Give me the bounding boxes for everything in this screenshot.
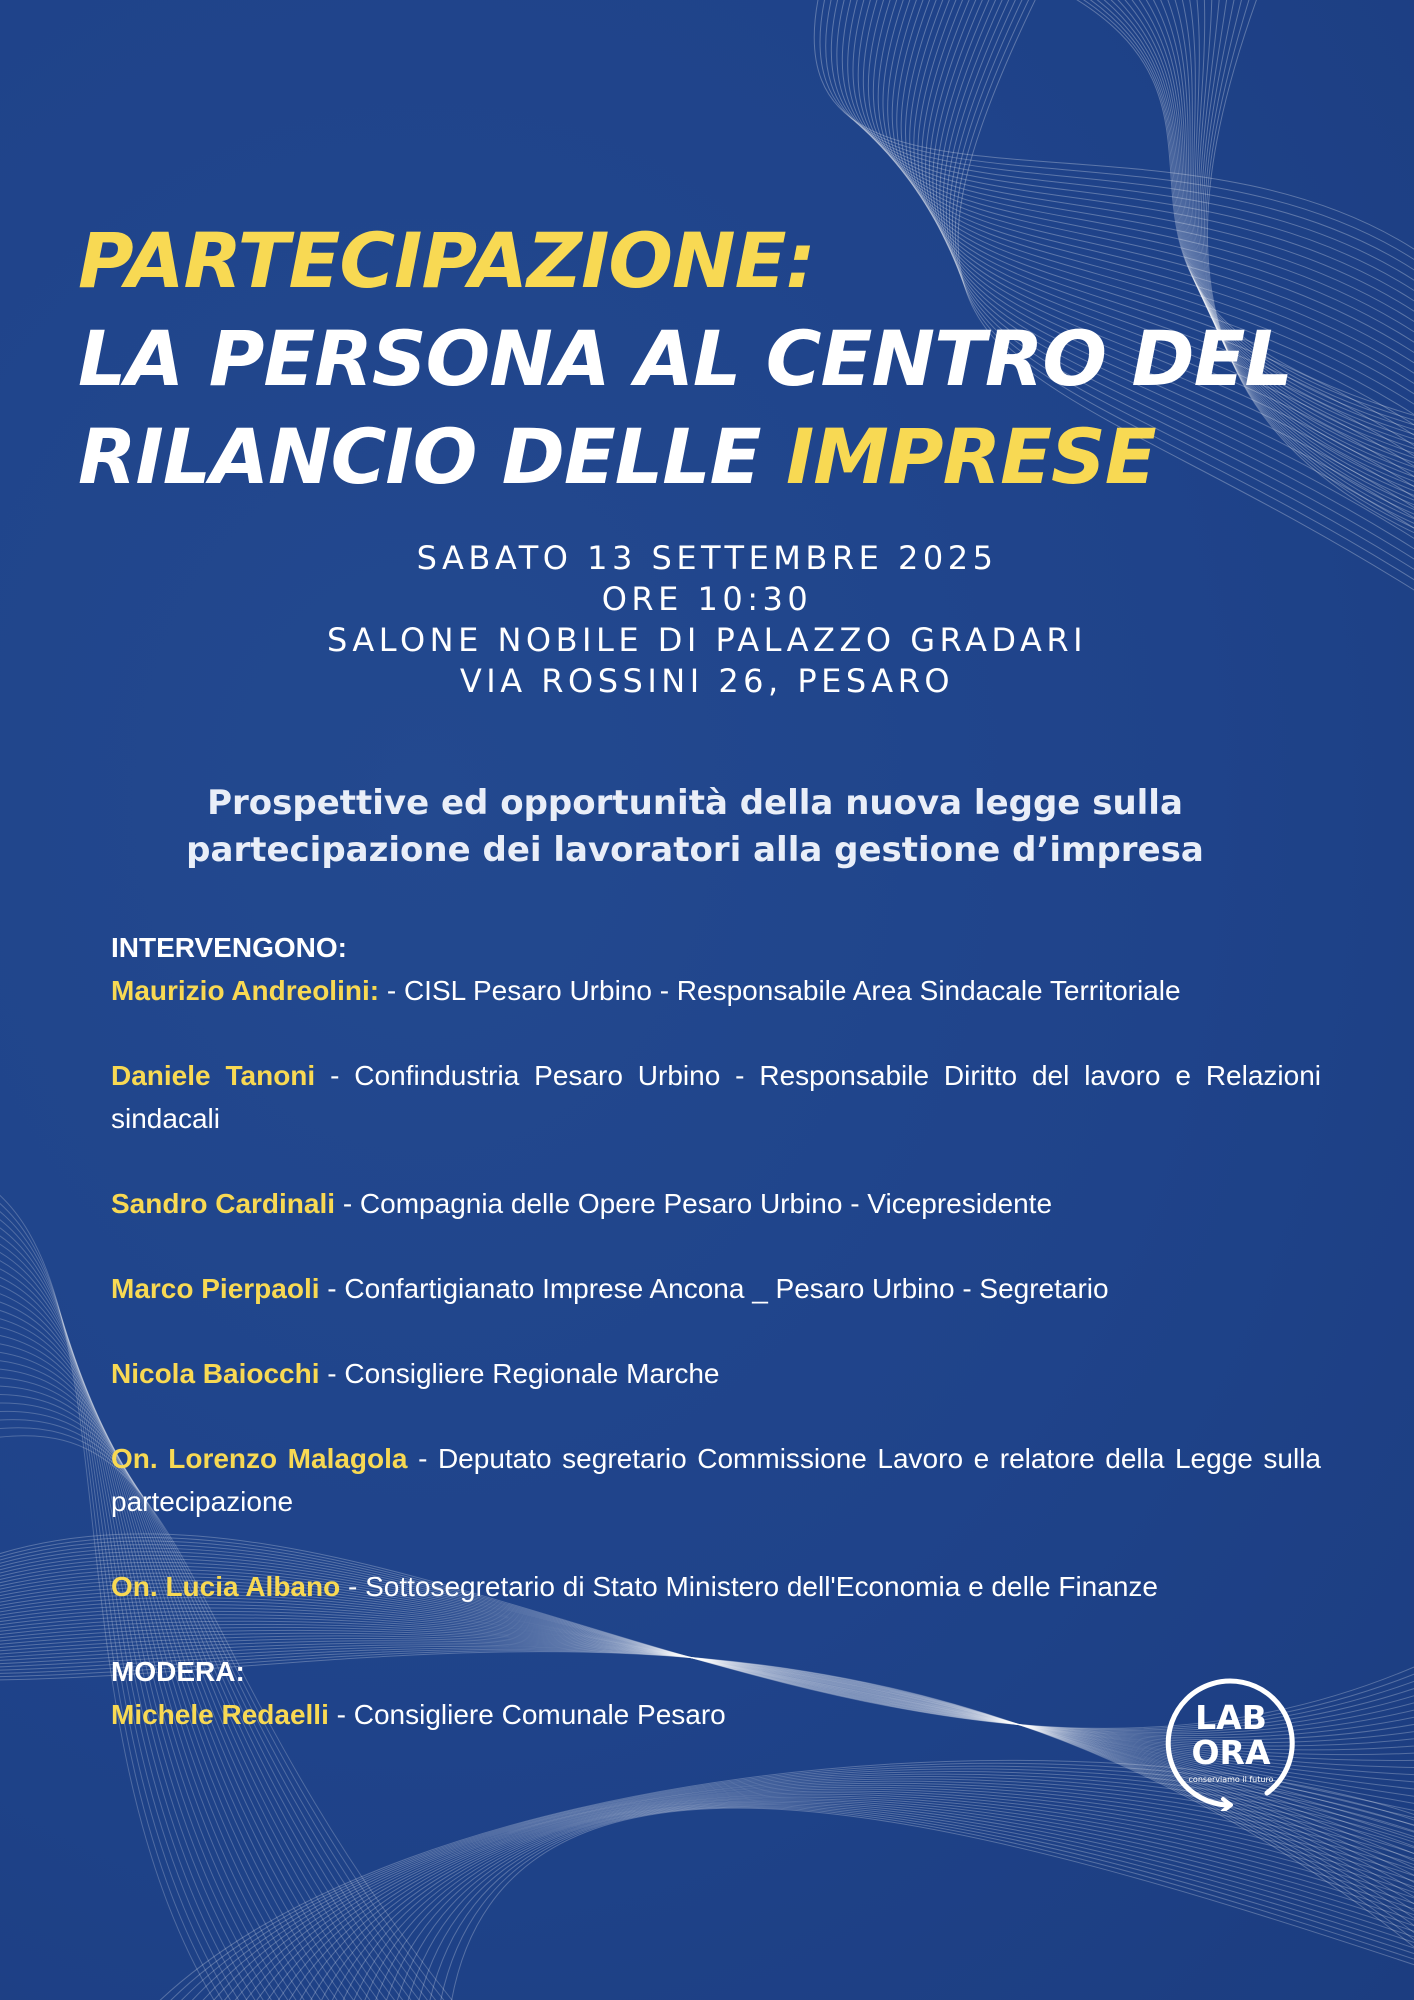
title-line-1: PARTECIPAZIONE: xyxy=(78,216,815,305)
speaker-name: On. Lorenzo Malagola xyxy=(111,1443,408,1474)
speaker-name: Nicola Baiocchi xyxy=(111,1358,320,1389)
event-address: VIA ROSSINI 26, PESARO xyxy=(459,662,955,700)
speaker-role: - Consigliere Regionale Marche xyxy=(319,1358,720,1389)
event-venue: SALONE NOBILE DI PALAZZO GRADARI xyxy=(326,621,1088,659)
speaker-name: Sandro Cardinali xyxy=(111,1188,336,1219)
event-details xyxy=(0,538,1414,702)
moderator-name: Michele Redaelli xyxy=(111,1699,329,1730)
speaker-role: - Sottosegretario di Stato Ministero dell'Economia e delle Finanze xyxy=(340,1571,1158,1602)
event-time: ORE 10:30 xyxy=(601,580,813,618)
event-date: SABATO 13 SETTEMBRE 2025 xyxy=(416,539,998,577)
speaker-item xyxy=(111,1437,1321,1523)
logo-tagline: conserviamo il futuro xyxy=(1188,1775,1274,1784)
labora-logo xyxy=(1163,1675,1299,1811)
speaker-item xyxy=(111,1565,1321,1608)
moderator-role: - Consigliere Comunale Pesaro xyxy=(328,1699,726,1730)
moderator-section xyxy=(111,1650,1321,1736)
speaker-role: - Deputato segretario Commissione Lavoro e relatore della Legge sulla partecipazione xyxy=(111,1443,1321,1517)
moderator-item xyxy=(111,1693,1321,1736)
moderator-label: MODERA: xyxy=(111,1656,245,1687)
speaker-name: Daniele Tanoni xyxy=(111,1060,316,1091)
logo-text-ora: ORA xyxy=(1191,1733,1271,1772)
speaker-item xyxy=(111,1267,1321,1310)
speaker-role: - Confindustria Pesaro Urbino - Responsabile Diritto del lavoro e Relazioni sindacali xyxy=(111,1060,1321,1134)
title-line-3-white: RILANCIO DELLE xyxy=(78,412,787,501)
speaker-name: Marco Pierpaoli xyxy=(111,1273,320,1304)
subtitle-line-2: partecipazione dei lavoratori alla gestione d’impresa xyxy=(186,830,1204,870)
speaker-name: On. Lucia Albano xyxy=(111,1571,341,1602)
speakers-label: INTERVENGONO: xyxy=(111,932,347,963)
speaker-role: - CISL Pesaro Urbino - Responsabile Area Sindacale Territoriale xyxy=(379,975,1181,1006)
speaker-item xyxy=(111,1054,1321,1140)
speaker-role: - Compagnia delle Opere Pesaro Urbino - Vicepresidente xyxy=(335,1188,1053,1219)
speaker-item xyxy=(111,1182,1321,1225)
speaker-role: - Confartigianato Imprese Ancona _ Pesaro Urbino - Segretario xyxy=(319,1273,1109,1304)
poster-title xyxy=(78,212,1378,506)
title-line-3-highlight: IMPRESE xyxy=(786,412,1156,501)
title-line-3 xyxy=(78,408,1378,506)
event-subtitle xyxy=(60,780,1330,874)
speaker-item xyxy=(111,1352,1321,1395)
speakers-section xyxy=(111,926,1321,1736)
logo-text-lab: LAB xyxy=(1195,1698,1267,1737)
title-line-2: LA PERSONA AL CENTRO DEL xyxy=(78,314,1292,403)
subtitle-line-1: Prospettive ed opportunità della nuova legge sulla xyxy=(207,783,1183,823)
speaker-item xyxy=(111,969,1321,1012)
speaker-name: Maurizio Andreolini: xyxy=(111,975,380,1006)
